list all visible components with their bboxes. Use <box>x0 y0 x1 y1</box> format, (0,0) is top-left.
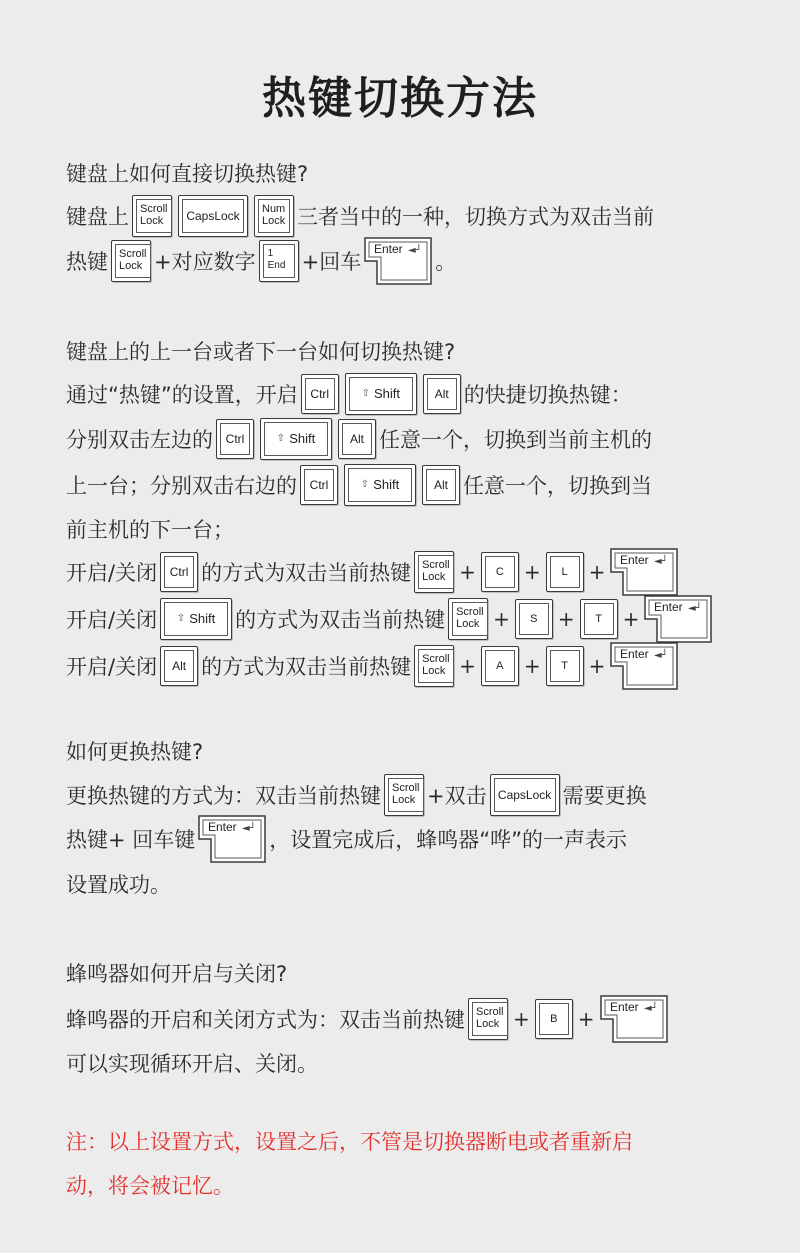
svg-text:Enter: Enter <box>374 242 403 256</box>
text: 任意一个，切换到当前主机的 <box>379 428 652 452</box>
section3-heading <box>66 728 203 774</box>
s-key: S <box>515 599 553 639</box>
svg-text:Enter: Enter <box>208 820 237 834</box>
enter-key <box>610 548 678 596</box>
one-end-key: 1 End <box>259 240 299 282</box>
text: 。 <box>435 250 457 274</box>
scroll-lock-key: Scroll Lock <box>448 598 488 640</box>
caps-lock-key: CapsLock <box>178 195 248 237</box>
plus-sign: + <box>459 560 476 584</box>
section3-line1 <box>66 772 647 818</box>
svg-text:◄┘: ◄┘ <box>242 823 256 834</box>
text: 热键 <box>66 250 108 274</box>
svg-text:◄┘: ◄┘ <box>408 245 422 256</box>
section1-heading <box>66 150 308 196</box>
enter-key <box>644 595 712 643</box>
text: 更换热键的方式为：双击当前热键 <box>66 784 381 808</box>
svg-text:◄┘: ◄┘ <box>643 1003 658 1014</box>
plus-sign: + <box>588 654 606 678</box>
text: 的方式为双击当前热键 <box>201 561 412 585</box>
svg-text:◄┘: ◄┘ <box>654 650 669 661</box>
shift-key: ⇧ Shift <box>260 418 332 460</box>
section2-line3 <box>66 462 652 508</box>
text: +回车 <box>301 250 362 274</box>
text: 开启/关闭 <box>66 608 158 632</box>
text: 的方式为双击当前热键 <box>235 608 446 632</box>
t-key: T <box>580 599 618 639</box>
scroll-lock-key: Scroll Lock <box>414 645 454 687</box>
alt-key: Alt <box>423 374 461 414</box>
plus-sign: + <box>459 654 476 678</box>
ctrl-key: Ctrl <box>300 465 338 505</box>
plus-sign: + <box>513 1007 530 1031</box>
svg-text:Enter: Enter <box>620 647 650 661</box>
note-text: 注：以上设置方式，设置之后，不管是切换器断电或者重新启 <box>66 1130 633 1154</box>
heading-text: 如何更换热键? <box>66 740 204 764</box>
plus-sign: + <box>577 1007 595 1031</box>
text: 的快捷切换热键： <box>463 383 632 407</box>
scroll-lock-key: Scroll Lock <box>132 195 172 237</box>
section4-line1 <box>66 996 671 1042</box>
text: 键盘上 <box>66 205 129 229</box>
num-lock-key: Num Lock <box>254 195 294 237</box>
c-key: C <box>481 552 519 592</box>
svg-text:◄┘: ◄┘ <box>654 556 669 567</box>
plus-sign: + <box>622 607 640 631</box>
a-key: A <box>481 646 519 686</box>
t-key: T <box>546 646 584 686</box>
heading-text: 键盘上如何直接切换热键? <box>66 162 309 186</box>
plus-sign: + <box>557 607 575 631</box>
scroll-lock-key: Scroll Lock <box>414 551 454 593</box>
section1-line2 <box>66 238 456 284</box>
enter-key <box>198 815 266 863</box>
ctrl-key: Ctrl <box>301 374 339 414</box>
shift-key: ⇧ Shift <box>344 464 416 506</box>
text: 设置成功。 <box>66 873 171 897</box>
enter-key <box>364 237 432 285</box>
text: ，设置完成后，蜂鸣器“哗”的一声表示 <box>269 828 628 852</box>
alt-key: Alt <box>338 419 376 459</box>
section2-line4 <box>66 506 234 552</box>
plus-sign: + <box>588 560 606 584</box>
text: 前主机的下一台； <box>66 518 234 542</box>
heading-text: 蜂鸣器如何开启与关闭? <box>66 962 288 986</box>
scroll-lock-key: Scroll Lock <box>468 998 508 1040</box>
text: 需要更换 <box>562 784 647 808</box>
text: 热键+ 回车键 <box>66 828 196 852</box>
section3-line2 <box>66 816 627 862</box>
section2-line5 <box>66 549 681 595</box>
text: 上一台；分别双击右边的 <box>66 474 297 498</box>
text: +双击 <box>427 784 487 808</box>
section4-heading <box>66 950 287 996</box>
text: 开启/关闭 <box>66 561 158 585</box>
enter-key <box>600 995 668 1043</box>
text: 开启/关闭 <box>66 655 158 679</box>
page-title: 热键切换方法 <box>262 73 538 124</box>
svg-text:Enter: Enter <box>620 553 650 567</box>
scroll-lock-key: Scroll Lock <box>111 240 151 282</box>
text: 的方式为双击当前热键 <box>201 655 412 679</box>
alt-key: Alt <box>160 646 198 686</box>
svg-text:◄┘: ◄┘ <box>688 603 703 614</box>
note-line2 <box>66 1162 234 1208</box>
caps-lock-key: CapsLock <box>490 774 560 816</box>
note-text: 动，将会被记忆。 <box>66 1174 234 1198</box>
text: 任意一个，切换到当 <box>463 474 652 498</box>
b-key: B <box>535 999 573 1039</box>
plus-sign: + <box>523 654 541 678</box>
text: 分别双击左边的 <box>66 428 213 452</box>
ctrl-key: Ctrl <box>216 419 254 459</box>
ctrl-key: Ctrl <box>160 552 198 592</box>
text: +对应数字 <box>154 250 256 274</box>
shift-key: ⇧ Shift <box>345 373 417 415</box>
alt-key: Alt <box>422 465 460 505</box>
svg-text:Enter: Enter <box>654 600 684 614</box>
section2-line7 <box>66 643 681 689</box>
section4-line2 <box>66 1040 318 1086</box>
svg-text:Enter: Enter <box>609 1000 639 1014</box>
heading-text: 键盘上的上一台或者下一台如何切换热键? <box>66 340 456 364</box>
section2-line2 <box>66 416 652 462</box>
text: 可以实现循环开启、关闭。 <box>66 1052 318 1076</box>
text: 三者当中的一种，切换方式为双击当前 <box>297 205 654 229</box>
section2-line1 <box>66 371 632 417</box>
text: 蜂鸣器的开启和关闭方式为：双击当前热键 <box>66 1008 465 1032</box>
section2-heading <box>66 328 455 374</box>
section2-line6 <box>66 596 715 642</box>
plus-sign: + <box>493 607 510 631</box>
section3-line3 <box>66 861 171 907</box>
section1-line1 <box>66 193 654 239</box>
note-line1 <box>66 1118 633 1164</box>
plus-sign: + <box>523 560 541 584</box>
shift-key: ⇧ Shift <box>160 598 232 640</box>
scroll-lock-key: Scroll Lock <box>384 774 424 816</box>
enter-key <box>610 642 678 690</box>
l-key: L <box>546 552 584 592</box>
text: 通过“热键”的设置，开启 <box>66 383 298 407</box>
